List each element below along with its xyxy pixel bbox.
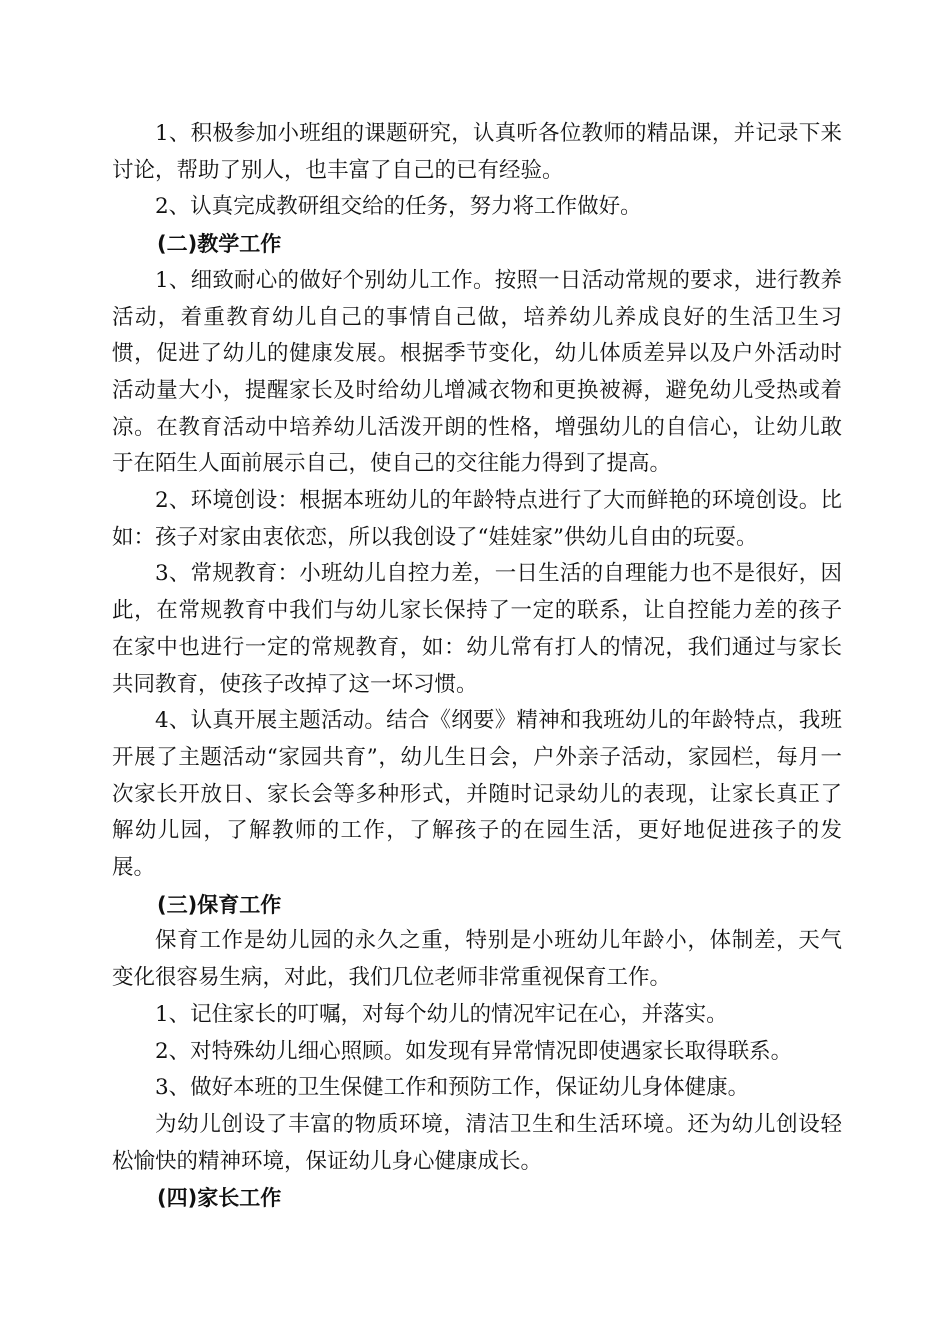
care-paragraph-4: 为幼儿创设了丰富的物质环境，清洁卫生和生活环境。还为幼儿创设轻松愉快的精神环境，保证幼儿身心健康成长。	[112, 1111, 842, 1174]
care-paragraph-2: 2、对特殊幼儿细心照顾。如发现有异常情况即使遇家长取得联系。	[155, 1038, 793, 1064]
teaching-paragraph-4: 4、认真开展主题活动。结合《纲要》精神和我班幼儿的年龄特点，我班开展了主题活动“家园共育”，幼儿生日会，户外亲子活动，家园栏，每月一次家长开放日、家长会等多种形式，并随时记录幼儿的表现，让家长真正了解幼儿园，了解教师的工作，了解孩子的在园生活，更好地促进孩子的发展。	[112, 708, 842, 881]
document-page	[112, 116, 842, 1217]
teaching-paragraph-3: 3、常规教育：小班幼儿自控力差，一日生活的自理能力也不是很好，因此，在常规教育中我们与幼儿家长保持了一定的联系，让自控能力差的孩子在家中也进行一定的常规教育，如：幼儿常有打人的情况，我们通过与家长共同教育，使孩子改掉了这一坏习惯。	[112, 561, 842, 697]
research-paragraph-2: 2、认真完成教研组交给的任务，努力将工作做好。	[155, 194, 642, 220]
care-intro-paragraph: 保育工作是幼儿园的永久之重，特别是小班幼儿年龄小，体制差，天气变化很容易生病，对此，我们几位老师非常重视保育工作。	[112, 928, 842, 991]
care-paragraph-3: 3、做好本班的卫生保健工作和预防工作，保证幼儿身体健康。	[155, 1075, 750, 1101]
care-paragraph-1: 1、记住家长的叮嘱，对每个幼儿的情况牢记在心，并落实。	[155, 1001, 728, 1027]
teaching-paragraph-1: 1、细致耐心的做好个别幼儿工作。按照一日活动常规的要求，进行教养活动，着重教育幼儿自己的事情自己做，培养幼儿养成良好的生活卫生习惯，促进了幼儿的健康发展。根据季节变化，幼儿体质差异以及户外活动时活动量大小，提醒家长及时给幼儿增减衣物和更换被褥，避免幼儿受热或着凉。在教育活动中培养幼儿活泼开朗的性格，增强幼儿的自信心，让幼儿敢于在陌生人面前展示自己，使自己的交往能力得到了提高。	[112, 267, 842, 477]
care-heading: (三)保育工作	[157, 892, 282, 917]
teaching-paragraph-2: 2、环境创设：根据本班幼儿的年龄特点进行了大而鲜艳的环境创设。比如：孩子对家由衷依恋，所以我创设了“娃娃家”供幼儿自由的玩耍。	[112, 488, 842, 550]
research-paragraph-1: 1、积极参加小班组的课题研究，认真听各位教师的精品课，并记录下来讨论，帮助了别人，也丰富了自己的已有经验。	[112, 121, 842, 183]
parents-heading: (四)家长工作	[157, 1186, 282, 1211]
teaching-heading: (二)教学工作	[157, 232, 282, 257]
